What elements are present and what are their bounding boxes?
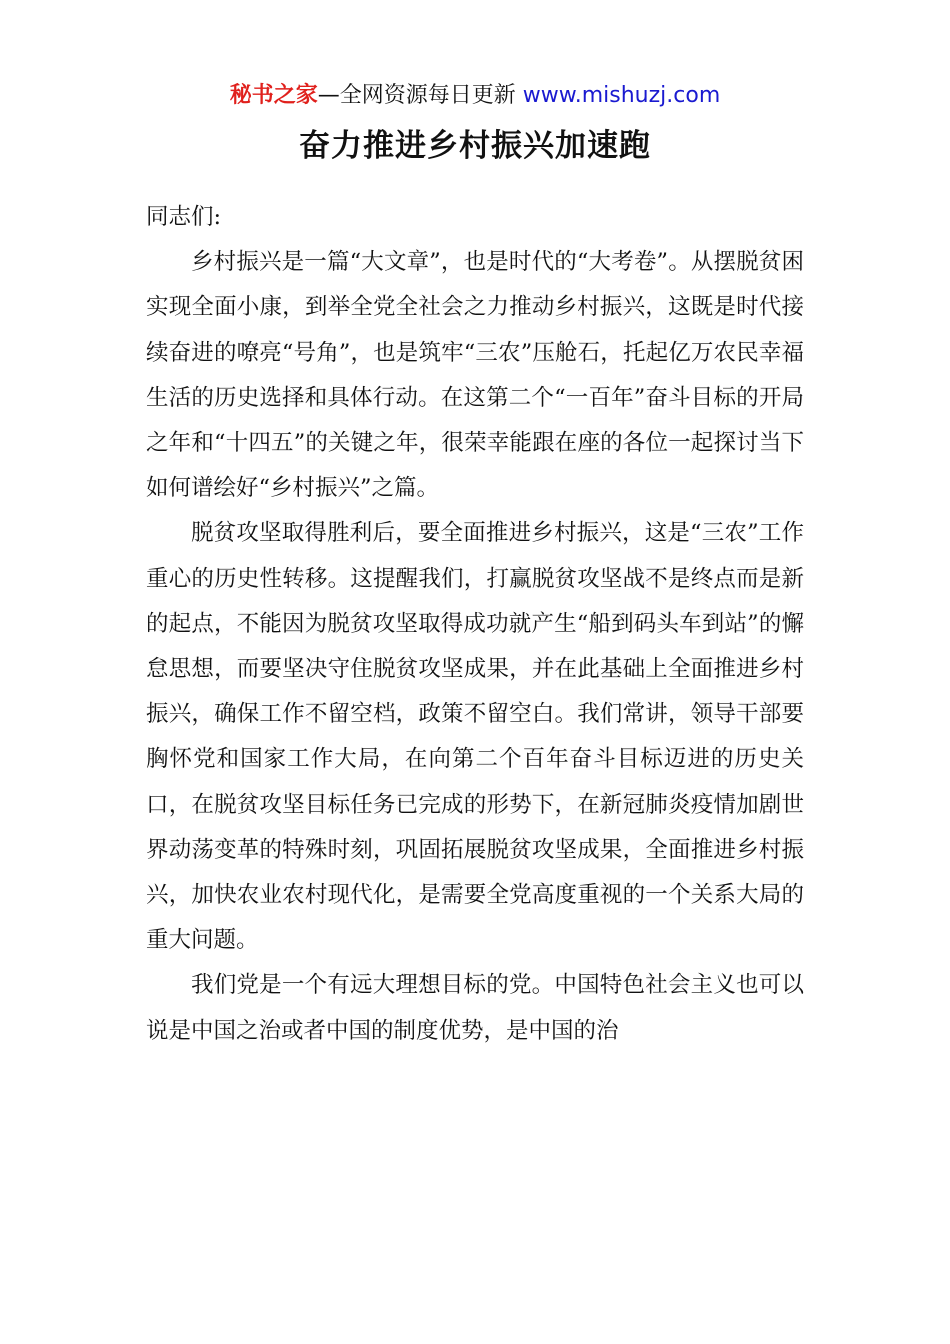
document-title: 奋力推进乡村振兴加速跑 <box>299 128 651 164</box>
site-tagline: —全网资源每日更新 <box>317 83 523 108</box>
site-brand: 秘书之家 <box>229 83 318 108</box>
site-url-link[interactable]: www.mishuzj.com <box>522 83 721 108</box>
paragraph-3: 我们党是一个有远大理想目标的党。中国特色社会主义也可以说是中国之治或者中国的制度优势，是中国的治 <box>146 972 804 1044</box>
document-body <box>146 195 804 1054</box>
paragraph-1: 乡村振兴是一篇“大文章”，也是时代的“大考卷”。从摆脱贫困实现全面小康，到举全党全社会之力推动乡村振兴，这既是时代接续奋进的嘹亮“号角”，也是筑牢“三农”压舱石，托起亿万农民幸福生活的历史选择和具体行动。在这第二个“一百年”奋斗目标的开局之年和“十四五”的关键之年，很荣幸能跟在座的各位一起探讨当下如何谱绘好“乡村振兴”之篇。 <box>146 249 804 502</box>
salutation: 同志们: <box>146 204 222 230</box>
site-header <box>0 80 950 112</box>
paragraph-2: 脱贫攻坚取得胜利后，要全面推进乡村振兴，这是“三农”工作重心的历史性转移。这提醒我们，打赢脱贫攻坚战不是终点而是新的起点，不能因为脱贫攻坚取得成功就产生“船到码头车到站”的懈怠思想，而要坚决守住脱贫攻坚成果，并在此基础上全面推进乡村振兴，确保工作不留空档，政策不留空白。我们常讲，领导干部要胸怀党和国家工作大局，在向第二个百年奋斗目标迈进的历史关口，在脱贫攻坚目标任务已完成的形势下，在新冠肺炎疫情加剧世界动荡变革的特殊时刻，巩固拓展脱贫攻坚成果，全面推进乡村振兴，加快农业农村现代化，是需要全党高度重视的一个关系大局的重大问题。 <box>146 520 804 954</box>
